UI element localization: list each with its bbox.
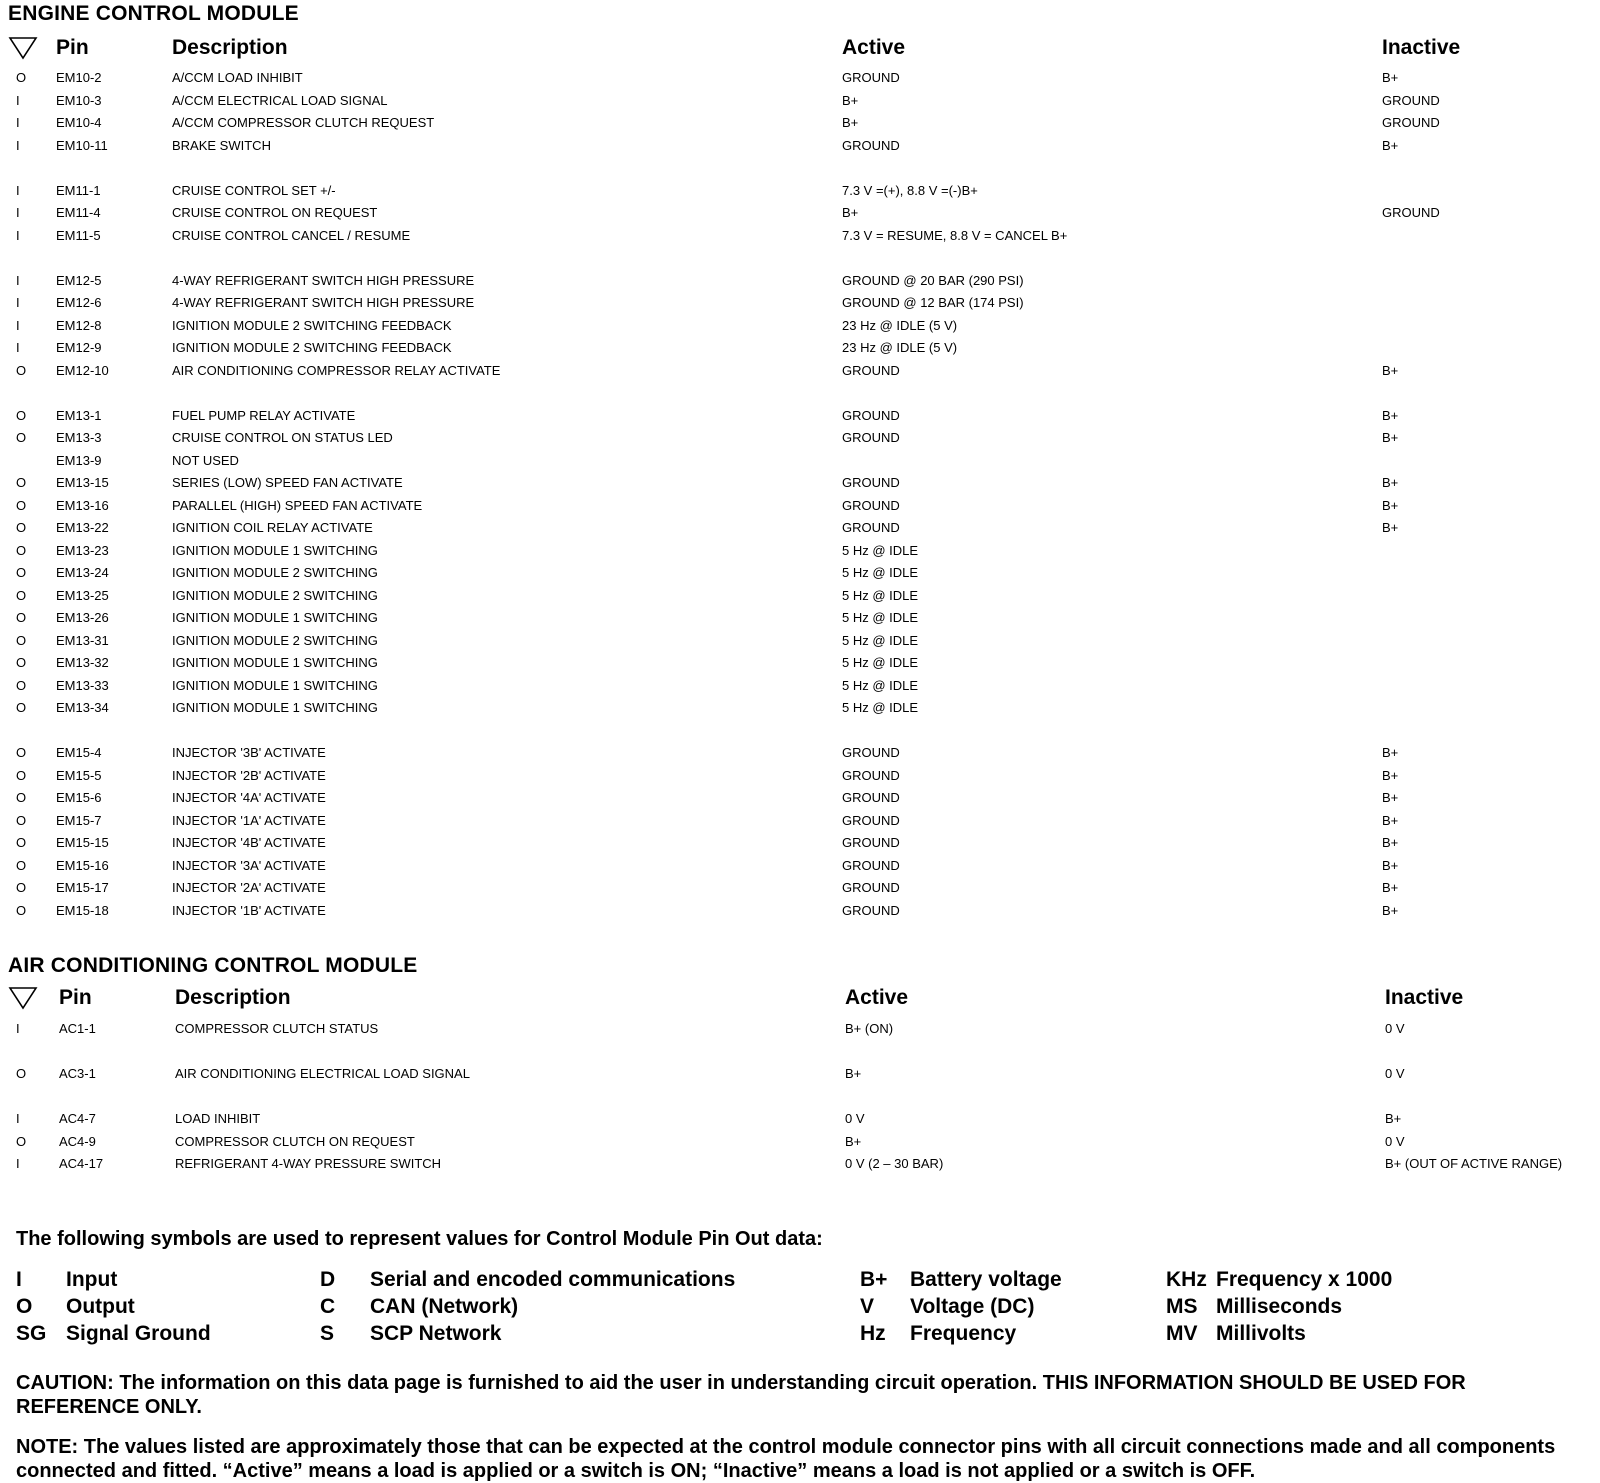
direction-cell: O [16, 542, 27, 558]
direction-cell: O [16, 407, 27, 423]
legend-symbol: SG [16, 1322, 47, 1345]
acm-pin-table [0, 1018, 1600, 1176]
table-row [0, 1063, 1600, 1086]
active-value-cell: 7.3 V = RESUME, 8.8 V = CANCEL B+ [842, 227, 1068, 243]
table-row [0, 630, 1600, 653]
pin-cell: AC4-9 [59, 1133, 96, 1149]
direction-cell: O [16, 902, 27, 918]
active-value-cell: B+ [842, 92, 859, 108]
legend-definition: Input [66, 1268, 118, 1291]
direction-cell: I [16, 92, 20, 108]
inactive-value-cell: B+ (OUT OF ACTIVE RANGE) [1385, 1156, 1563, 1171]
table-row [0, 180, 1600, 203]
table-row [0, 585, 1600, 608]
pin-cell: EM12-8 [56, 317, 102, 333]
table-row [0, 202, 1600, 225]
description-cell: CRUISE CONTROL CANCEL / RESUME [172, 227, 411, 243]
description-cell: IGNITION MODULE 1 SWITCHING [172, 655, 378, 670]
legend-definition: SCP Network [370, 1322, 502, 1345]
description-cell: IGNITION COIL RELAY ACTIVATE [172, 520, 373, 535]
table-row [0, 787, 1600, 810]
pin-cell: EM13-1 [56, 407, 102, 423]
ecm-header-active: Active [842, 36, 906, 59]
inactive-value-cell: B+ [1382, 430, 1399, 445]
description-cell: INJECTOR '2B' ACTIVATE [172, 767, 326, 783]
direction-cell: O [16, 610, 27, 625]
inactive-value-cell: B+ [1382, 407, 1399, 423]
legend-definition: Millivolts [1216, 1322, 1306, 1345]
inactive-value-cell: B+ [1382, 70, 1399, 85]
pin-cell: EM10-4 [56, 115, 102, 130]
description-cell: CRUISE CONTROL ON REQUEST [172, 205, 378, 220]
description-cell: IGNITION MODULE 2 SWITCHING FEEDBACK [172, 340, 452, 355]
table-row [0, 540, 1600, 563]
pin-cell: AC1-1 [59, 1021, 96, 1036]
direction-cell: O [16, 362, 27, 378]
legend-symbol: KHz [1166, 1268, 1207, 1291]
description-cell: A/CCM LOAD INHIBIT [172, 70, 303, 85]
pin-cell: EM10-2 [56, 70, 102, 85]
direction-cell: O [16, 430, 27, 445]
legend-symbol: MS [1166, 1295, 1198, 1318]
active-value-cell: 23 Hz @ IDLE (5 V) [842, 317, 958, 333]
active-value-cell: 0 V [845, 1111, 865, 1126]
ecm-header-inactive: Inactive [1382, 36, 1461, 59]
legend-definition: Voltage (DC) [910, 1295, 1035, 1318]
table-row [0, 225, 1600, 248]
direction-cell: O [16, 812, 27, 828]
active-value-cell: GROUND [842, 902, 900, 918]
description-cell: 4-WAY REFRIGERANT SWITCH HIGH PRESSURE [172, 295, 475, 310]
description-cell: IGNITION MODULE 2 SWITCHING [172, 587, 378, 603]
acm-header-description: Description [175, 986, 291, 1009]
direction-cell: O [16, 790, 27, 805]
legend-definition: Signal Ground [66, 1322, 211, 1345]
row-spacer [0, 247, 1600, 270]
active-value-cell: GROUND [842, 790, 900, 805]
table-row [0, 67, 1600, 90]
table-row [0, 1131, 1600, 1154]
direction-cell: O [16, 587, 27, 603]
legend-symbol: S [320, 1322, 335, 1345]
row-spacer [0, 1041, 1600, 1064]
description-cell: COMPRESSOR CLUTCH STATUS [175, 1021, 379, 1036]
pin-cell: EM13-3 [56, 430, 102, 445]
description-cell: INJECTOR '1B' ACTIVATE [172, 902, 326, 918]
legend-definition: Frequency [910, 1322, 1017, 1345]
direction-cell: O [16, 880, 27, 895]
table-row [0, 270, 1600, 293]
table-row [0, 832, 1600, 855]
active-value-cell: 7.3 V =(+), 8.8 V =(-)B+ [842, 182, 978, 198]
legend-symbol: B+ [860, 1268, 888, 1291]
pin-cell: EM12-10 [56, 362, 109, 378]
table-row [0, 90, 1600, 113]
inactive-value-cell: GROUND [1382, 205, 1440, 220]
direction-cell: I [16, 272, 20, 288]
table-row [0, 675, 1600, 698]
description-cell: IGNITION MODULE 2 SWITCHING FEEDBACK [172, 317, 452, 333]
ecm-header-description: Description [172, 36, 288, 59]
legend-symbol: D [320, 1268, 336, 1291]
description-cell: REFRIGERANT 4-WAY PRESSURE SWITCH [175, 1156, 442, 1171]
description-cell: IGNITION MODULE 1 SWITCHING [172, 700, 378, 715]
legend-intro: The following symbols are used to represent values for Control Module Pin Out data: [16, 1228, 823, 1250]
pin-cell: EM13-32 [56, 655, 109, 670]
acm-table-header [0, 984, 1600, 1014]
table-row [0, 607, 1600, 630]
active-value-cell: GROUND [842, 745, 900, 760]
pin-cell: EM15-7 [56, 812, 102, 828]
table-row [0, 855, 1600, 878]
table-row [0, 652, 1600, 675]
row-spacer [0, 1086, 1600, 1109]
direction-cell: O [16, 1133, 27, 1149]
direction-triangle-icon [8, 36, 38, 60]
pin-cell: EM13-33 [56, 677, 109, 693]
inactive-value-cell: B+ [1382, 767, 1399, 783]
acm-header-pin: Pin [59, 986, 92, 1009]
table-row [0, 360, 1600, 383]
table-row [0, 450, 1600, 473]
legend-definition: Battery voltage [910, 1268, 1062, 1291]
direction-cell: O [16, 475, 27, 490]
legend-definition: CAN (Network) [370, 1295, 519, 1318]
pin-cell: EM13-15 [56, 475, 109, 490]
active-value-cell: 5 Hz @ IDLE [842, 565, 919, 580]
direction-cell: O [16, 700, 27, 715]
direction-cell: I [16, 317, 20, 333]
inactive-value-cell: 0 V [1385, 1021, 1405, 1036]
inactive-value-cell: B+ [1382, 902, 1399, 918]
direction-cell: O [16, 767, 27, 783]
legend-symbol: I [16, 1268, 22, 1291]
pin-cell: EM10-3 [56, 92, 102, 108]
pin-cell: EM13-31 [56, 632, 109, 648]
description-cell: IGNITION MODULE 1 SWITCHING [172, 542, 378, 558]
active-value-cell: 0 V (2 – 30 BAR) [845, 1156, 944, 1171]
legend-symbol: MV [1166, 1322, 1198, 1345]
caution-note: CAUTION: The information on this data page is furnished to aid the user in understanding circuit operation. THIS INFORMATION SHOULD BE USED FOR REFERENCE ONLY. [16, 1372, 1466, 1418]
direction-cell: I [16, 1021, 20, 1036]
row-spacer [0, 157, 1600, 180]
description-cell: FUEL PUMP RELAY ACTIVATE [172, 407, 356, 423]
inactive-value-cell: B+ [1382, 475, 1399, 490]
active-value-cell: 5 Hz @ IDLE [842, 610, 919, 625]
row-spacer [0, 382, 1600, 405]
description-cell: IGNITION MODULE 1 SWITCHING [172, 677, 378, 693]
active-value-cell: GROUND [842, 137, 900, 153]
active-value-cell: GROUND [842, 475, 900, 490]
direction-cell: I [16, 340, 20, 355]
ecm-pin-table [0, 67, 1600, 922]
inactive-value-cell: GROUND [1382, 115, 1440, 130]
active-value-cell: 23 Hz @ IDLE (5 V) [842, 340, 958, 355]
table-row [0, 900, 1600, 923]
pin-cell: EM13-34 [56, 700, 109, 715]
active-value-cell: B+ [842, 205, 859, 220]
active-value-cell: B+ [845, 1066, 862, 1081]
pin-cell: EM11-4 [56, 205, 101, 220]
pin-cell: EM15-16 [56, 857, 109, 873]
direction-cell: I [16, 115, 20, 130]
description-cell: INJECTOR '4A' ACTIVATE [172, 790, 326, 805]
direction-cell: I [16, 1111, 20, 1126]
pin-cell: EM15-4 [56, 745, 102, 760]
active-value-cell: GROUND [842, 520, 900, 535]
description-cell: IGNITION MODULE 2 SWITCHING [172, 565, 378, 580]
pin-cell: EM12-9 [56, 340, 102, 355]
pin-cell: EM13-24 [56, 565, 109, 580]
ecm-table-header [0, 34, 1600, 64]
inactive-value-cell: 0 V [1385, 1133, 1405, 1149]
direction-triangle-icon [8, 986, 38, 1010]
pin-cell: AC4-17 [59, 1156, 104, 1171]
active-value-cell: GROUND [842, 70, 900, 85]
pin-cell: EM15-17 [56, 880, 109, 895]
pin-cell: EM13-26 [56, 610, 109, 625]
direction-cell: I [16, 295, 20, 310]
legend-symbol: O [16, 1295, 33, 1318]
active-value-cell: GROUND [842, 835, 900, 850]
table-row [0, 315, 1600, 338]
legend-definition: Serial and encoded communications [370, 1268, 736, 1291]
active-value-cell: 5 Hz @ IDLE [842, 700, 919, 715]
values-note: NOTE: The values listed are approximately those that can be expected at the control module connector pins with all circuit connections made and all components connected and fitted. “Active” means a load is applied or a switch is ON; “Inactive” means a load is not applied or a switch is OFF. [16, 1436, 1556, 1482]
legend-symbol: Hz [860, 1322, 886, 1345]
direction-cell: O [16, 632, 27, 648]
direction-cell: I [16, 205, 20, 220]
table-row [0, 472, 1600, 495]
inactive-value-cell: B+ [1382, 497, 1399, 513]
direction-cell: I [16, 227, 20, 243]
inactive-value-cell: B+ [1382, 520, 1399, 535]
table-row [0, 427, 1600, 450]
table-row [0, 292, 1600, 315]
direction-cell: O [16, 520, 27, 535]
table-row [0, 337, 1600, 360]
symbol-legend [0, 1268, 1600, 1352]
pin-cell: EM12-6 [56, 295, 102, 310]
inactive-value-cell: 0 V [1385, 1066, 1405, 1081]
description-cell: PARALLEL (HIGH) SPEED FAN ACTIVATE [172, 497, 423, 513]
table-row [0, 135, 1600, 158]
table-row [0, 742, 1600, 765]
table-row [0, 517, 1600, 540]
active-value-cell: B+ [842, 115, 859, 130]
table-row [0, 562, 1600, 585]
description-cell: INJECTOR '3A' ACTIVATE [172, 857, 326, 873]
table-row [0, 877, 1600, 900]
description-cell: A/CCM ELECTRICAL LOAD SIGNAL [172, 92, 388, 108]
legend-definition: Frequency x 1000 [1216, 1268, 1393, 1291]
pin-cell: EM15-18 [56, 902, 109, 918]
pin-cell: EM13-22 [56, 520, 109, 535]
legend-definition: Milliseconds [1216, 1295, 1343, 1318]
description-cell: INJECTOR '4B' ACTIVATE [172, 835, 326, 850]
direction-cell: O [16, 1066, 27, 1081]
direction-cell: I [16, 1156, 20, 1171]
pin-cell: EM11-5 [56, 227, 101, 243]
pin-cell: EM13-25 [56, 587, 109, 603]
pin-cell: EM10-11 [56, 137, 108, 153]
pin-cell: EM15-5 [56, 767, 102, 783]
pin-cell: EM13-16 [56, 497, 109, 513]
inactive-value-cell: B+ [1382, 790, 1399, 805]
description-cell: SERIES (LOW) SPEED FAN ACTIVATE [172, 475, 403, 490]
description-cell: COMPRESSOR CLUTCH ON REQUEST [175, 1133, 415, 1149]
active-value-cell: GROUND [842, 880, 900, 895]
active-value-cell: B+ [845, 1133, 862, 1149]
direction-cell: O [16, 745, 27, 760]
inactive-value-cell: B+ [1382, 857, 1399, 873]
active-value-cell: 5 Hz @ IDLE [842, 677, 919, 693]
acm-header-active: Active [845, 986, 909, 1009]
direction-cell: O [16, 835, 27, 850]
inactive-value-cell: B+ [1382, 362, 1399, 378]
pin-cell: EM12-5 [56, 272, 102, 288]
table-row [0, 405, 1600, 428]
description-cell: BRAKE SWITCH [172, 137, 271, 153]
acm-header-inactive: Inactive [1385, 986, 1464, 1009]
table-row [0, 495, 1600, 518]
table-row [0, 810, 1600, 833]
pin-cell: AC4-7 [59, 1111, 96, 1126]
active-value-cell: 5 Hz @ IDLE [842, 587, 919, 603]
description-cell: CRUISE CONTROL SET +/- [172, 182, 336, 198]
direction-cell: I [16, 182, 20, 198]
description-cell: LOAD INHIBIT [175, 1111, 261, 1126]
table-row [0, 697, 1600, 720]
direction-cell: O [16, 565, 27, 580]
active-value-cell: B+ (ON) [845, 1021, 894, 1036]
direction-cell: O [16, 655, 27, 670]
description-cell: IGNITION MODULE 1 SWITCHING [172, 610, 378, 625]
pin-cell: EM13-9 [56, 452, 102, 468]
inactive-value-cell: B+ [1382, 745, 1399, 760]
pin-cell: EM11-1 [56, 182, 101, 198]
legend-symbol: C [320, 1295, 336, 1318]
active-value-cell: GROUND [842, 857, 900, 873]
inactive-value-cell: B+ [1382, 880, 1399, 895]
description-cell: CRUISE CONTROL ON STATUS LED [172, 430, 393, 445]
table-row [0, 1018, 1600, 1041]
active-value-cell: GROUND [842, 767, 900, 783]
inactive-value-cell: B+ [1385, 1111, 1402, 1126]
table-row [0, 1108, 1600, 1131]
inactive-value-cell: B+ [1382, 812, 1399, 828]
direction-cell: O [16, 857, 27, 873]
pin-cell: EM15-6 [56, 790, 102, 805]
description-cell: AIR CONDITIONING ELECTRICAL LOAD SIGNAL [175, 1066, 470, 1081]
inactive-value-cell: GROUND [1382, 92, 1440, 108]
description-cell: NOT USED [172, 452, 239, 468]
active-value-cell: GROUND [842, 407, 900, 423]
active-value-cell: GROUND @ 12 BAR (174 PSI) [842, 295, 1024, 310]
table-row [0, 765, 1600, 788]
acm-section-title: AIR CONDITIONING CONTROL MODULE [8, 954, 418, 977]
pin-cell: EM13-23 [56, 542, 109, 558]
inactive-value-cell: B+ [1382, 835, 1399, 850]
description-cell: IGNITION MODULE 2 SWITCHING [172, 632, 378, 648]
active-value-cell: GROUND [842, 497, 900, 513]
description-cell: INJECTOR '2A' ACTIVATE [172, 880, 326, 895]
direction-cell: I [16, 137, 20, 153]
active-value-cell: GROUND [842, 430, 900, 445]
legend-definition: Output [66, 1295, 135, 1318]
description-cell: A/CCM COMPRESSOR CLUTCH REQUEST [172, 115, 435, 130]
row-spacer [0, 720, 1600, 743]
description-cell: AIR CONDITIONING COMPRESSOR RELAY ACTIVATE [172, 362, 501, 378]
inactive-value-cell: B+ [1382, 137, 1399, 153]
pin-cell: EM15-15 [56, 835, 109, 850]
active-value-cell: 5 Hz @ IDLE [842, 542, 919, 558]
description-cell: INJECTOR '3B' ACTIVATE [172, 745, 326, 760]
description-cell: 4-WAY REFRIGERANT SWITCH HIGH PRESSURE [172, 272, 475, 288]
active-value-cell: GROUND [842, 812, 900, 828]
ecm-header-pin: Pin [56, 36, 89, 59]
description-cell: INJECTOR '1A' ACTIVATE [172, 812, 326, 828]
direction-cell: O [16, 497, 27, 513]
pin-cell: AC3-1 [59, 1066, 96, 1081]
direction-cell: O [16, 677, 27, 693]
active-value-cell: 5 Hz @ IDLE [842, 632, 919, 648]
table-row [0, 1153, 1600, 1176]
active-value-cell: GROUND @ 20 BAR (290 PSI) [842, 272, 1024, 288]
ecm-section-title: ENGINE CONTROL MODULE [8, 2, 299, 25]
active-value-cell: GROUND [842, 362, 900, 378]
legend-symbol: V [860, 1295, 875, 1318]
active-value-cell: 5 Hz @ IDLE [842, 655, 919, 670]
direction-cell: O [16, 70, 27, 85]
table-row [0, 112, 1600, 135]
